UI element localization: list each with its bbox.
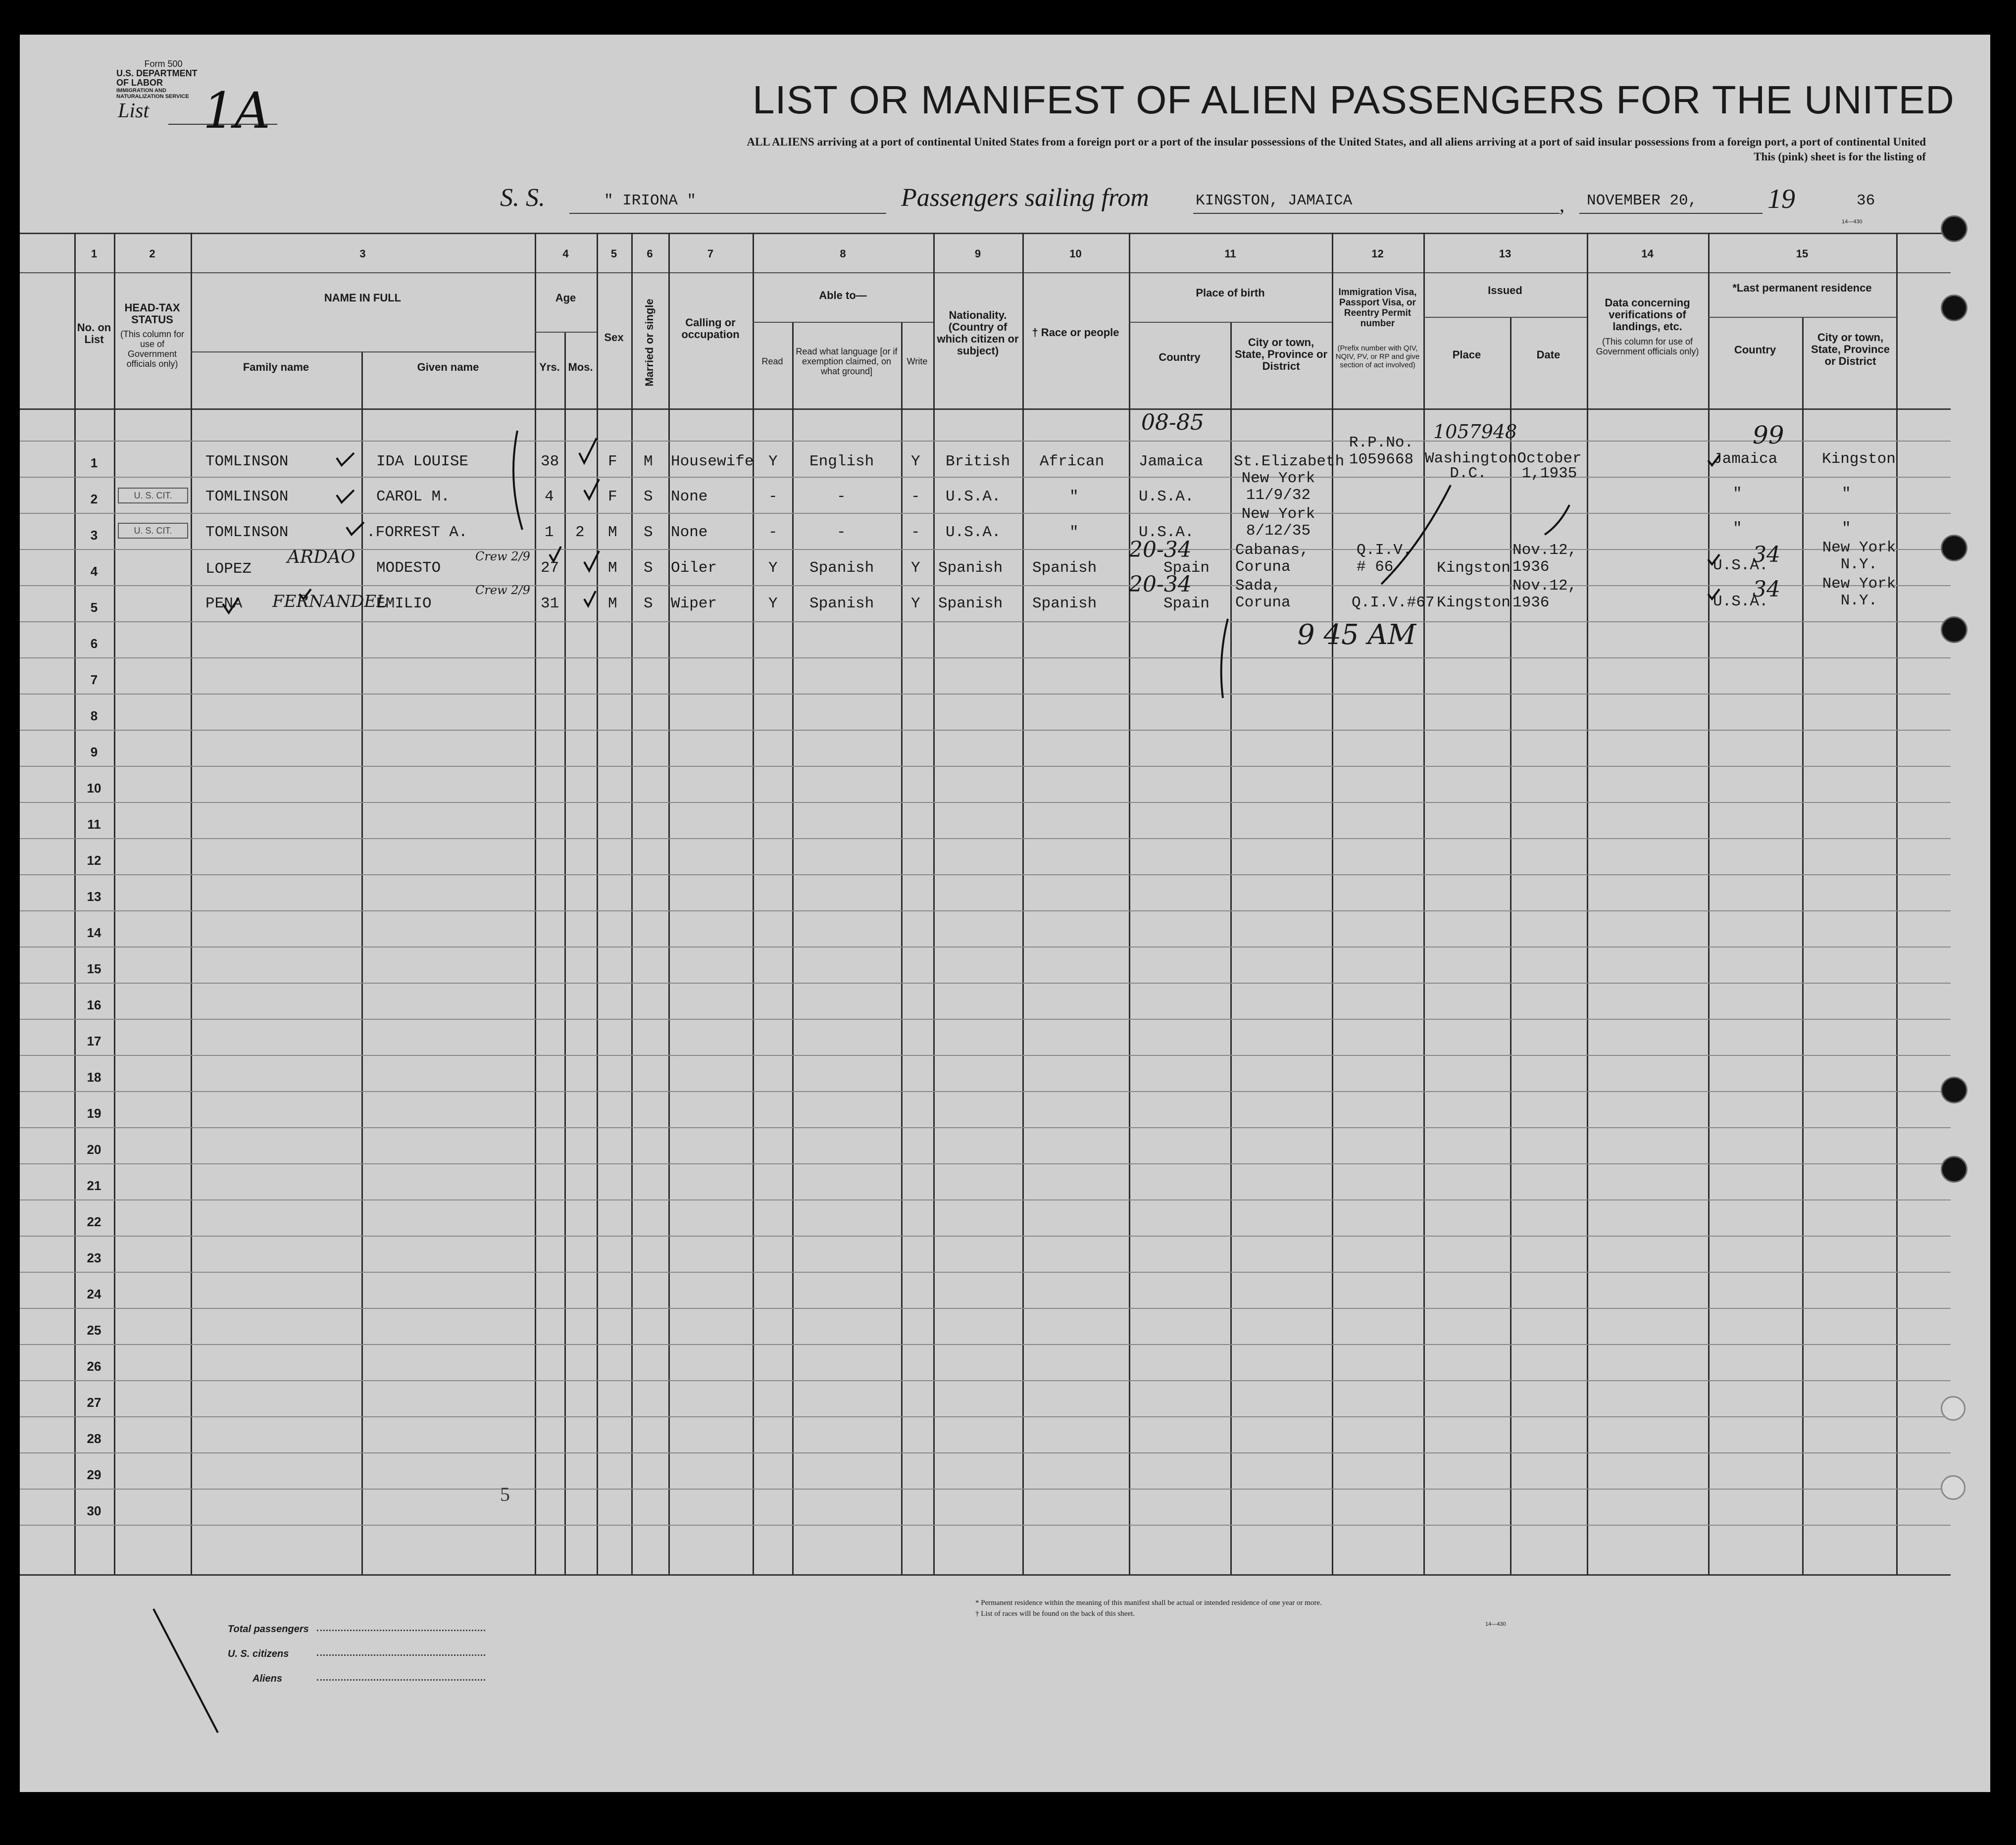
row-number: 23 <box>87 1250 101 1265</box>
row-number: 26 <box>87 1359 101 1374</box>
header-birth-country: Country <box>1159 351 1201 363</box>
family-name: TOMLINSON <box>205 524 289 541</box>
row-number: 1 <box>90 455 98 470</box>
nationality: Spanish <box>938 595 1003 612</box>
occupation: Oiler <box>671 559 717 577</box>
row-number: 17 <box>87 1034 101 1048</box>
subtitle-line-1: ALL ALIENS arriving at a port of continental United States from a foreign port or a port of the insular possessions of the United States, and all aliens arriving at a port of said insular possessions from a foreign port, a port of continental United <box>747 136 1926 148</box>
row-number: 9 <box>90 745 98 759</box>
language: - <box>837 488 846 505</box>
header-head-tax: HEAD-TAX STATUS <box>124 301 180 326</box>
header-family-name: Family name <box>243 361 309 373</box>
checkmark <box>584 591 596 606</box>
pen-stroke <box>1381 485 1451 584</box>
row-number: 4 <box>90 564 98 579</box>
write: Y <box>911 453 920 470</box>
corner-code: 14—430 <box>1842 219 1863 225</box>
header-read-language: Read what language [or if exemption claimed, on what ground] <box>796 347 898 376</box>
checkmark <box>337 490 354 502</box>
visa-number: R.P.No. 1059668 <box>1349 434 1414 468</box>
footer-code: 14—430 <box>1485 1621 1506 1627</box>
year-prefix: 19 <box>1767 184 1795 214</box>
sailing-from: KINGSTON, JAMAICA <box>1196 192 1353 209</box>
birth-city: New York 11/9/32 <box>1241 470 1315 504</box>
write: Y <box>911 559 920 577</box>
header-data-concerning: Data concerning verifications of landings, etc. <box>1605 297 1690 333</box>
ship-name: " IRIONA " <box>604 192 697 209</box>
race: Spanish <box>1032 595 1097 612</box>
residence-country: U.S.A. <box>1713 557 1768 574</box>
age-years: 31 <box>541 595 559 612</box>
binder-hole <box>1941 215 1967 242</box>
residence-country: " <box>1733 520 1742 537</box>
us-citizen-stamp: U. S. CIT. <box>118 523 188 539</box>
header-yrs: Yrs. <box>539 361 560 373</box>
header-visa: Immigration Visa, Passport Visa, or Reentry Permit number <box>1338 287 1417 329</box>
handwritten-residence-mark: 99 <box>1753 421 1784 449</box>
service: IMMIGRATION AND NATURALIZATION SERVICE <box>116 88 189 100</box>
row-number: 28 <box>87 1431 101 1446</box>
date-month-day: NOVEMBER 20, <box>1587 192 1698 209</box>
sailing-label: Passengers sailing from <box>901 184 1149 212</box>
residence-city: New York N.Y. <box>1822 539 1896 573</box>
footer-us-citizens: U. S. citizens <box>228 1648 289 1659</box>
row-number: 2 <box>90 492 98 506</box>
handwritten-issued-note: 1057948 <box>1433 421 1517 443</box>
race: " <box>1069 524 1079 541</box>
footer-note-races: † List of races will be found on the back of this sheet. <box>975 1610 1135 1618</box>
checkmark <box>337 453 354 465</box>
header-sex: Sex <box>604 331 624 344</box>
row-number: 14 <box>87 925 101 940</box>
handwritten-code: 20-34 <box>1129 572 1192 597</box>
row-number: 25 <box>87 1323 101 1338</box>
form-number: Form 500 <box>144 59 183 69</box>
checkmark <box>584 479 599 499</box>
read: Y <box>768 595 778 612</box>
birth-country: U.S.A. <box>1139 488 1194 505</box>
issued-place: Washington D.C. <box>1425 450 1517 482</box>
handwritten-time-note: 9 45 AM <box>1297 619 1416 651</box>
nationality: Spanish <box>938 559 1003 577</box>
row-number: 22 <box>87 1214 101 1229</box>
sex: M <box>608 559 617 577</box>
handwritten-marks <box>20 35 1990 1792</box>
header-given-name: Given name <box>417 361 479 373</box>
list-label: List <box>118 100 150 122</box>
header-place-of-birth: Place of birth <box>1196 287 1265 299</box>
birth-country: Jamaica <box>1139 453 1204 470</box>
residence-city: " <box>1842 520 1851 537</box>
year-suffix: 36 <box>1857 192 1875 209</box>
binder-hole <box>1941 616 1967 643</box>
handwritten-residence-mark: 34 <box>1753 577 1780 602</box>
marital-status: M <box>644 453 653 470</box>
visa-number: Q.I.V.#67 <box>1352 594 1435 611</box>
row-number: 12 <box>87 853 101 868</box>
row-number: 15 <box>87 961 101 976</box>
marital-status: S <box>644 595 653 612</box>
row-number: 7 <box>90 672 98 687</box>
us-citizen-stamp: U. S. CIT. <box>118 488 188 503</box>
handwritten-lopez-alt: ARDAO <box>287 547 355 567</box>
header-res-country: Country <box>1734 344 1776 356</box>
birth-city: St.Elizabeth <box>1234 453 1345 470</box>
birth-city: Sada, Coruna <box>1235 577 1291 611</box>
bracket-stroke <box>513 431 522 530</box>
marital-status: S <box>644 488 653 505</box>
manifest-sheet: Form 500 U.S. DEPARTMENT OF LABOR IMMIGRATION AND NATURALIZATION SERVICE List 1A LIST OR MANIFEST OF ALIEN PASSENGERS FOR THE UNITED ALL ALIENS arriving at a port of continental United States from a foreign port or a port of the insular possessions of the United States, and all aliens arriving at a port of said insular possessions from a foreign port, a port of continental United This (pink) sheet is for the listing of S. S. " IRIONA " Passengers sailing from KINGSTON, JAMAICA , NOVEMBER 20, 19 36 14—430 1 2 3 4 5 6 7 8 9 10 11 12 13 14 15 No. on List HEAD-TAX STATUS (This column for use of Government officials only) NAME IN FULL Family name Given name Age Yrs. Mos. Sex Married or single Calling or occupation Able to— Read Read what language [or if exemption claimed, on what ground] Write Nationality. (Country of which citizen or subject) † Race or people Place of birth Country City or town, State, Province or District Immigration Visa, Passport Visa, or Reentry Permit number (Prefix number with QIV, NQIV, PV, or RP and give section of act involved) Issued Place Date Data concerning verifications of landings, etc. (This column for use of Government officials only) *Last permanent residence Country City or town, State, Province or District 1 2 3 4 5 6 7 8 9 10 11 12 13 14 15 16 17 18 19 20 21 22 23 24 25 26 27 28 29 30 TOMLINSON IDA LOUISE 38 F M Housewife Y English Y British African Jamaica St.Elizabeth R.P.No. 1059668 Washington D.C. October 1,1935 Jamaica Kingston U. S. CIT. TOMLINSON CAROL M. 4 F S None - - - U.S.A. " U.S.A. New York 11/9/32 " " U. S. CIT. TOMLINSON .FORREST A. 1 2 M S None - - - U.S.A. " U.S.A. New York 8/12/35 " " LOPEZ MODESTO 27 M S Oiler Y Spanish Y Spanish Spanish Spain Cabanas, Coruna Q.I.V. # 66 Kingston Nov.12, 1936 U.S.A. New York N.Y. PENA EMILIO 31 M S Wiper Y Spanish Y Spanish Spanish Spain Sada, Coruna Q.I.V.#67 Kingston Nov.12, 1936 U.S.A. New York N.Y. ARDAO FERNANDEL Crew 2/9 Crew 2/9 08-85 20-34 20-34 1057948 99 34 34 9 45 AM 5 Total passengers U. S. citizens Aliens * Permanent residence within the meaning of this manifest shall be actual or intended residence of one year or more. † List of races will be found on the back of this sheet. 14—430 <box>20 35 1990 1792</box>
checkmark <box>579 438 597 463</box>
row-number: 18 <box>87 1070 101 1085</box>
binder-hole <box>1941 1156 1967 1183</box>
read: Y <box>768 559 778 577</box>
header-nationality: Nationality. (Country of which citizen or subject) <box>937 309 1019 357</box>
residence-country: Jamaica <box>1713 450 1778 468</box>
read: Y <box>768 453 778 470</box>
occupation: None <box>671 488 708 505</box>
binder-hole <box>1941 295 1967 321</box>
header-race: † Race or people <box>1032 326 1119 339</box>
checkmark <box>550 547 561 561</box>
language: - <box>837 524 846 541</box>
checkmark <box>300 589 311 599</box>
given-name: IDA LOUISE <box>376 453 469 470</box>
checkmark <box>1708 455 1719 465</box>
language: Spanish <box>809 559 874 577</box>
checkmark <box>1708 589 1719 599</box>
row-number: 29 <box>87 1467 101 1482</box>
header-read: Read <box>761 356 783 366</box>
pen-stroke <box>153 1609 218 1733</box>
handwritten-crew-note: Crew 2/9 <box>475 549 530 563</box>
language: Spanish <box>809 595 874 612</box>
given-name: MODESTO <box>376 559 441 577</box>
header-married: Married or single <box>643 299 655 387</box>
header-able-to: Able to— <box>819 289 867 301</box>
header-write: Write <box>907 356 928 366</box>
row-number: 6 <box>90 636 98 651</box>
checkmark <box>584 551 599 571</box>
binder-hole <box>1941 1077 1967 1103</box>
row-number: 27 <box>87 1395 101 1410</box>
write: - <box>911 488 920 505</box>
column-number-row: 1 2 3 4 5 6 7 8 9 10 11 12 13 14 15 <box>91 248 1809 260</box>
row-number: 20 <box>87 1142 101 1157</box>
residence-city: New York N.Y. <box>1822 575 1896 609</box>
row-number: 5 <box>90 600 98 615</box>
age-years: 38 <box>541 453 559 470</box>
header-age: Age <box>555 292 576 304</box>
issued-date: Nov.12, 1936 <box>1512 577 1577 611</box>
row-number: 3 <box>90 528 98 543</box>
age-years: 27 <box>541 559 559 577</box>
write: - <box>911 524 920 541</box>
header-data-note: (This column for use of Government officials only) <box>1596 337 1699 356</box>
header-head-tax-note: (This column for use of Government officials only) <box>120 329 185 369</box>
header-no-on-list: No. on List <box>77 321 111 346</box>
handwritten-list-number: 1A <box>203 82 270 140</box>
header-issued-date: Date <box>1536 349 1561 361</box>
binder-hole <box>1941 535 1967 561</box>
race: " <box>1069 488 1079 505</box>
handwritten-residence-mark: 34 <box>1753 542 1780 567</box>
nationality: British <box>946 453 1010 470</box>
visa-number: Q.I.V. # 66 <box>1357 542 1412 576</box>
manifest-title: LIST OR MANIFEST OF ALIEN PASSENGERS FOR THE UNITED <box>753 78 1955 122</box>
nationality: U.S.A. <box>946 488 1001 505</box>
department: U.S. DEPARTMENT OF LABOR <box>116 68 198 88</box>
header-issued-place: Place <box>1452 349 1481 361</box>
footer-note-residence: * Permanent residence within the meaning of this manifest shall be actual or intended residence of one year or more. <box>975 1599 1322 1607</box>
birth-city: New York 8/12/35 <box>1241 505 1315 540</box>
family-name: PENA <box>205 595 243 612</box>
row-number: 13 <box>87 889 101 904</box>
row-number: 16 <box>87 997 101 1012</box>
binder-hole <box>1941 1396 1966 1421</box>
residence-city: Kingston <box>1822 450 1896 468</box>
header-calling: Calling or occupation <box>681 316 740 341</box>
occupation: Housewife <box>671 453 754 470</box>
issued-date: October 1,1935 <box>1517 450 1582 482</box>
handwritten-code: 08-85 <box>1141 410 1204 435</box>
age-months: 2 <box>575 524 585 541</box>
issued-place: Kingston <box>1437 594 1511 611</box>
handwritten-pena-alt: FERNANDEL <box>272 592 388 611</box>
pen-stroke <box>1545 505 1569 535</box>
occupation: Wiper <box>671 595 717 612</box>
footer-aliens: Aliens <box>252 1673 283 1684</box>
age-years: 4 <box>545 488 554 505</box>
family-name: TOMLINSON <box>205 453 289 470</box>
nationality: U.S.A. <box>946 524 1001 541</box>
family-name: LOPEZ <box>205 560 252 578</box>
marital-status: S <box>644 559 653 577</box>
age-years: 1 <box>545 524 554 541</box>
read: - <box>768 488 778 505</box>
row-number: 30 <box>87 1503 101 1518</box>
row-number: 24 <box>87 1287 101 1301</box>
header-birth-city: City or town, State, Province or District <box>1234 336 1328 372</box>
header-last-residence: *Last permanent residence <box>1732 282 1872 294</box>
header-visa-note: (Prefix number with QIV, NQIV, PV, or RP and give section of act involved) <box>1335 344 1420 369</box>
birth-country: U.S.A. <box>1139 524 1194 541</box>
row-number: 10 <box>87 781 101 796</box>
pen-stroke <box>1221 619 1228 698</box>
marital-status: S <box>644 524 653 541</box>
language: English <box>809 453 874 470</box>
binder-hole <box>1941 1475 1966 1500</box>
header-issued: Issued <box>1488 284 1522 297</box>
birth-country: Spain <box>1163 559 1210 577</box>
header-mos: Mos. <box>568 361 593 373</box>
sex: M <box>608 595 617 612</box>
given-name: EMILIO <box>376 595 432 612</box>
given-name: .FORREST A. <box>366 524 468 541</box>
race: Spanish <box>1032 559 1097 577</box>
row-number: 11 <box>87 817 101 832</box>
given-name: CAROL M. <box>376 488 450 505</box>
issued-date: Nov.12, 1936 <box>1512 542 1577 576</box>
issued-place: Kingston <box>1437 559 1511 577</box>
residence-country: " <box>1733 485 1742 502</box>
checkmark <box>1708 554 1719 564</box>
residence-country: U.S.A. <box>1713 593 1768 610</box>
handwritten-crew-note: Crew 2/9 <box>475 583 530 597</box>
stray-mark: 5 <box>500 1483 510 1505</box>
race: African <box>1040 453 1105 470</box>
header-name-in-full: NAME IN FULL <box>324 292 402 304</box>
birth-city: Cabanas, Coruna <box>1235 542 1309 576</box>
subtitle-line-2: This (pink) sheet is for the listing of <box>1754 150 1926 163</box>
row-number: 19 <box>87 1106 101 1121</box>
read: - <box>768 524 778 541</box>
ss-label: S. S. <box>500 184 545 212</box>
checkmark <box>223 598 239 613</box>
row-number: 21 <box>87 1178 101 1193</box>
sex: M <box>608 524 617 541</box>
checkmark <box>347 522 364 535</box>
sex: F <box>608 453 617 470</box>
occupation: None <box>671 524 708 541</box>
write: Y <box>911 595 920 612</box>
row-number: 8 <box>90 708 98 723</box>
header-res-city: City or town, State, Province or District <box>1811 331 1890 367</box>
residence-city: " <box>1842 485 1851 502</box>
birth-country: Spain <box>1163 595 1210 612</box>
sex: F <box>608 488 617 505</box>
handwritten-code: 20-34 <box>1129 537 1192 562</box>
footer-total-passengers: Total passengers <box>228 1624 309 1635</box>
family-name: TOMLINSON <box>205 488 289 505</box>
